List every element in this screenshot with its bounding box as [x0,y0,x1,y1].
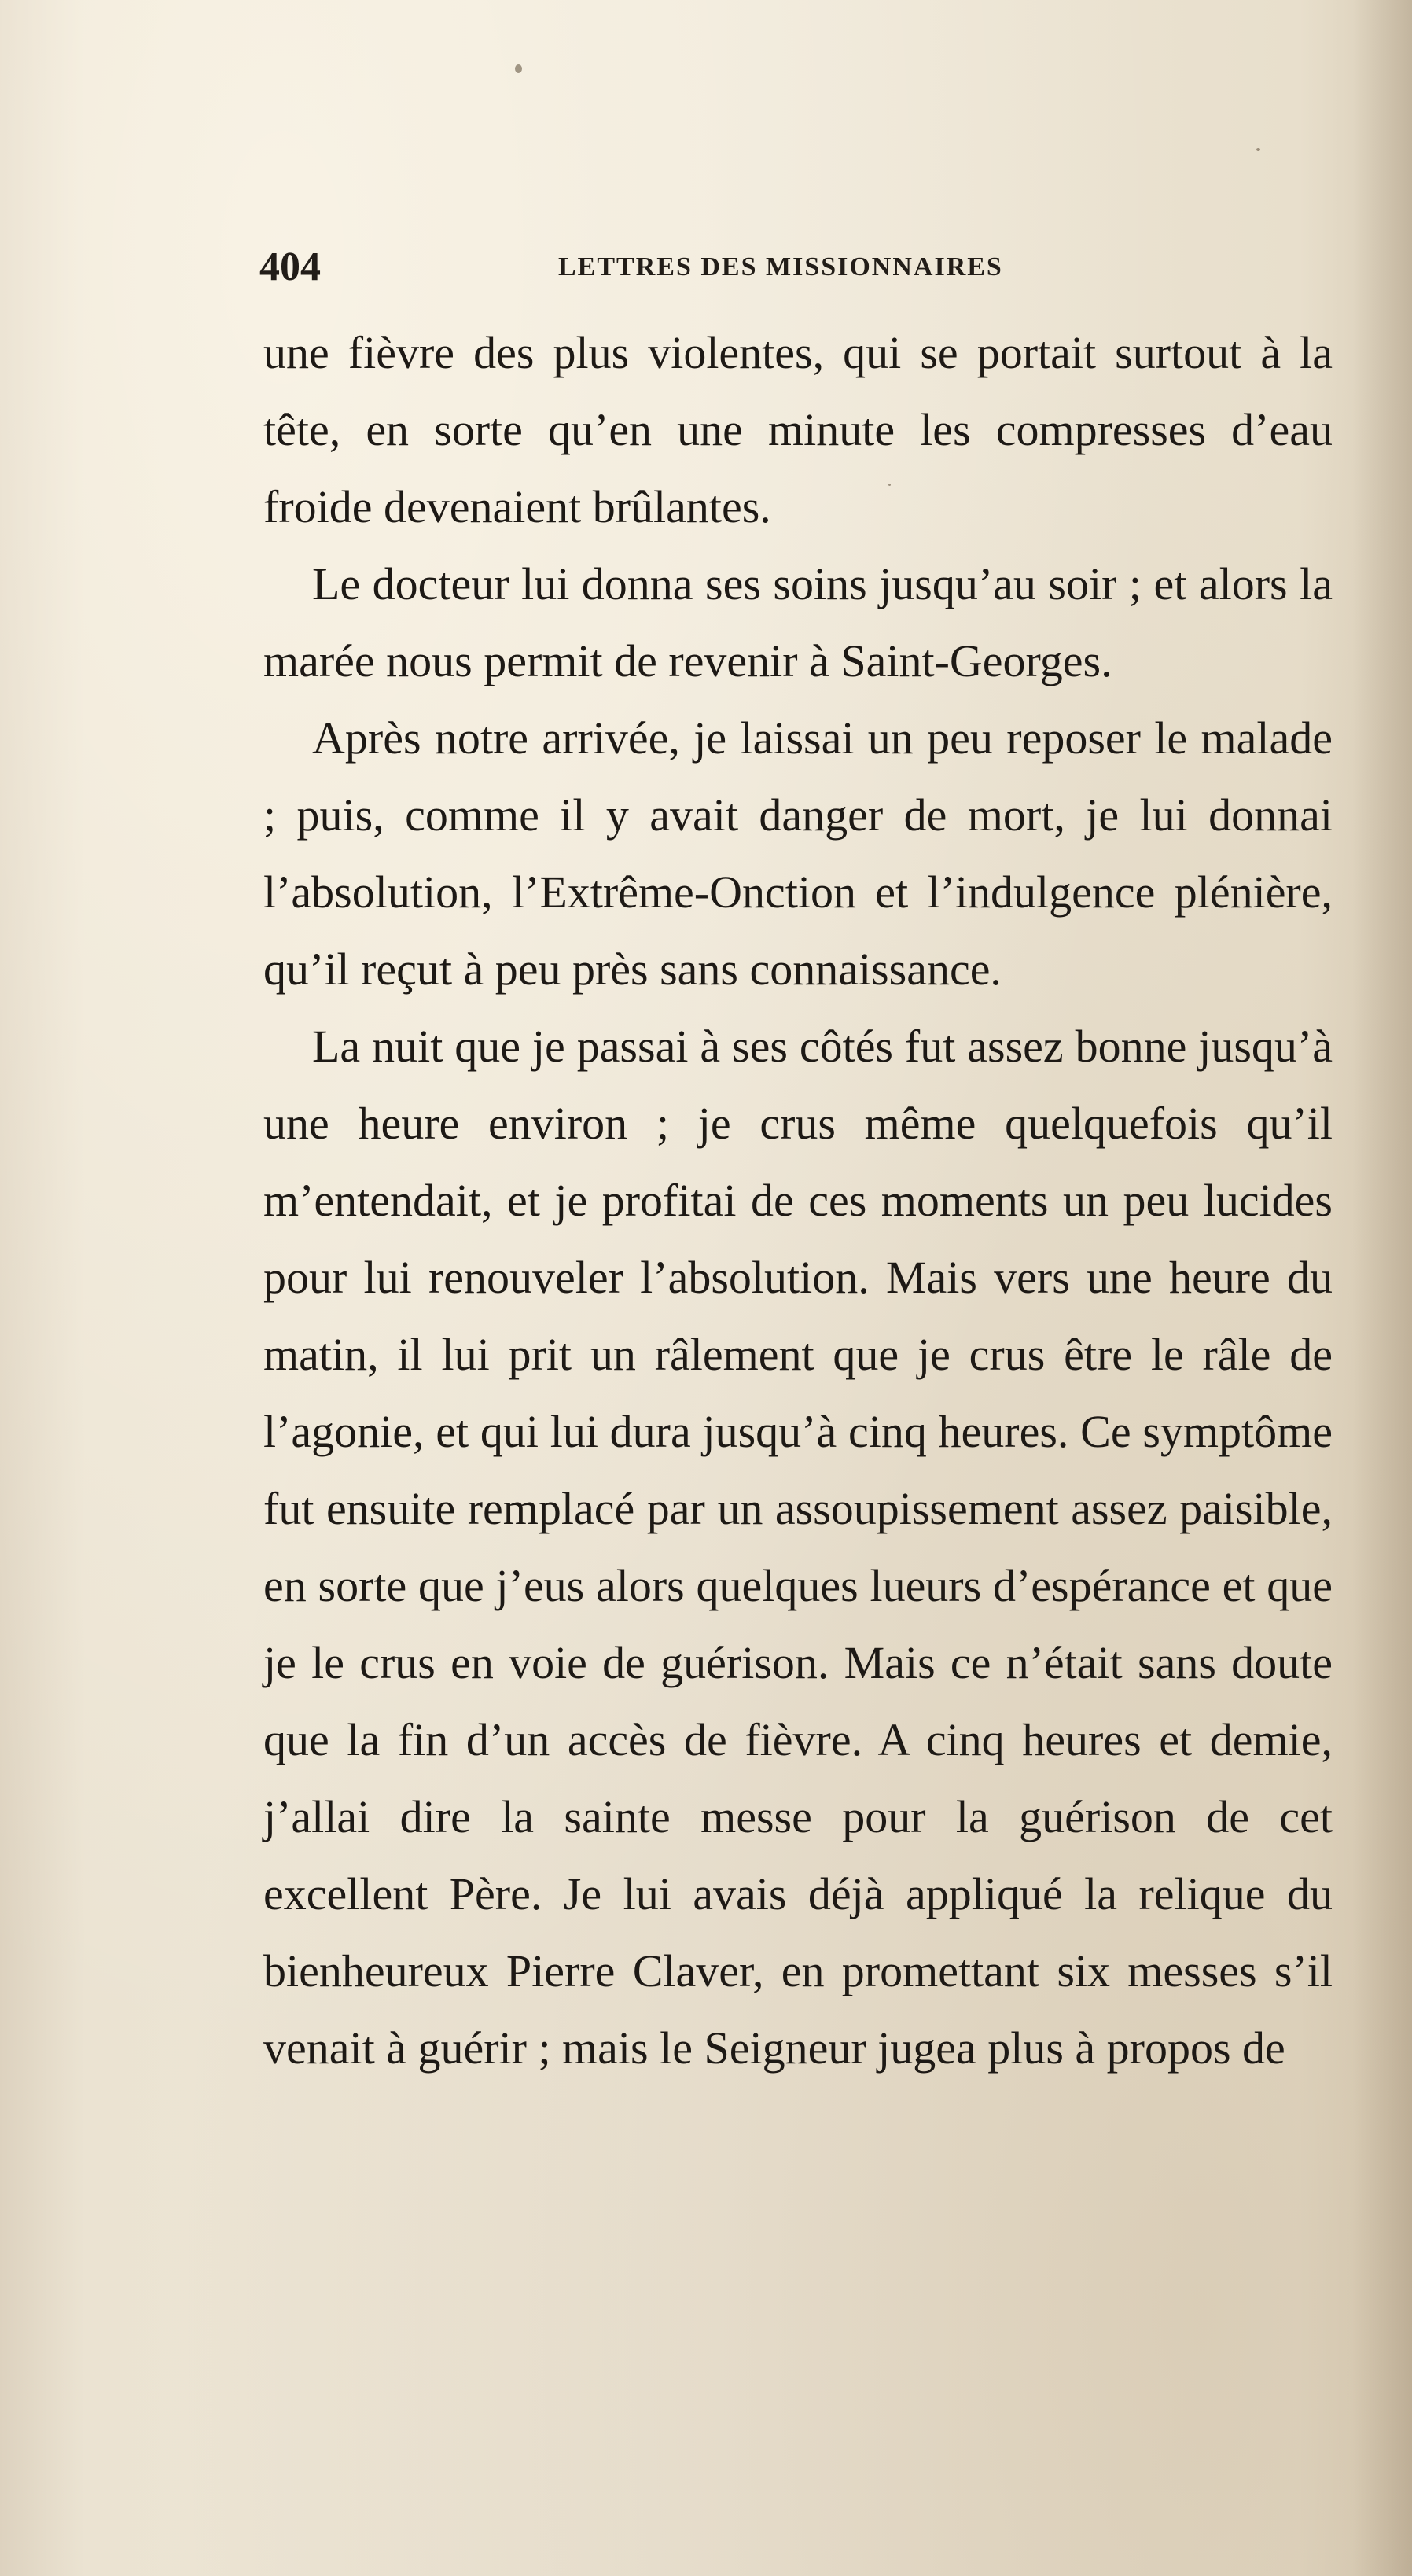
page-number: 404 [259,245,321,289]
paper-speck [1256,148,1260,151]
page-edge-shadow [1352,0,1412,2576]
running-title: LETTRES DES MISSIONNAIRES [558,252,1003,282]
running-head [259,236,1344,299]
paragraph: une fièvre des plus violentes, qui se portait surtout à la tête, en sorte qu’en une minute les compresses d’eau froide devenaient brûlantes. [263,327,1333,532]
body-text [263,315,1333,2087]
paper-speck [515,64,522,73]
paragraph: La nuit que je passai à ses côtés fut assez bonne jusqu’à une heure environ ; je crus même quelquefois qu’il m’entendait, et je profitai de ces moments un peu lucides pour lui renouveler l’absolution. Mais vers une heure du matin, il lui prit un râlement que je crus être le râle de l’agonie, et qui lui dura jusqu’à cinq heures. Ce symptôme fut ensuite remplacé par un assoupissement assez paisible, en sorte que j’eus alors quelques lueurs d’espérance et que je le crus en voie de guérison. Mais ce n’était sans doute que la fin d’un accès de fièvre. A cinq heures et demie, j’allai dire la sainte messe pour la guérison de cet excellent Père. Je lui avais déjà appliqué la relique du bienheureux Pierre Claver, en promettant six messes s’il venait à guérir ; mais le Seigneur jugea plus à propos de [263,1021,1333,2074]
paragraph: Le docteur lui donna ses soins jusqu’au soir ; et alors la marée nous permit de revenir à Saint-Georges. [263,558,1333,686]
paragraph: Après notre arrivée, je laissai un peu reposer le malade ; puis, comme il y avait danger de mort, je lui donnai l’absolution, l’Extrême-Onction et l’indulgence plénière, qu’il reçut à peu près sans connaissance. [263,712,1333,995]
